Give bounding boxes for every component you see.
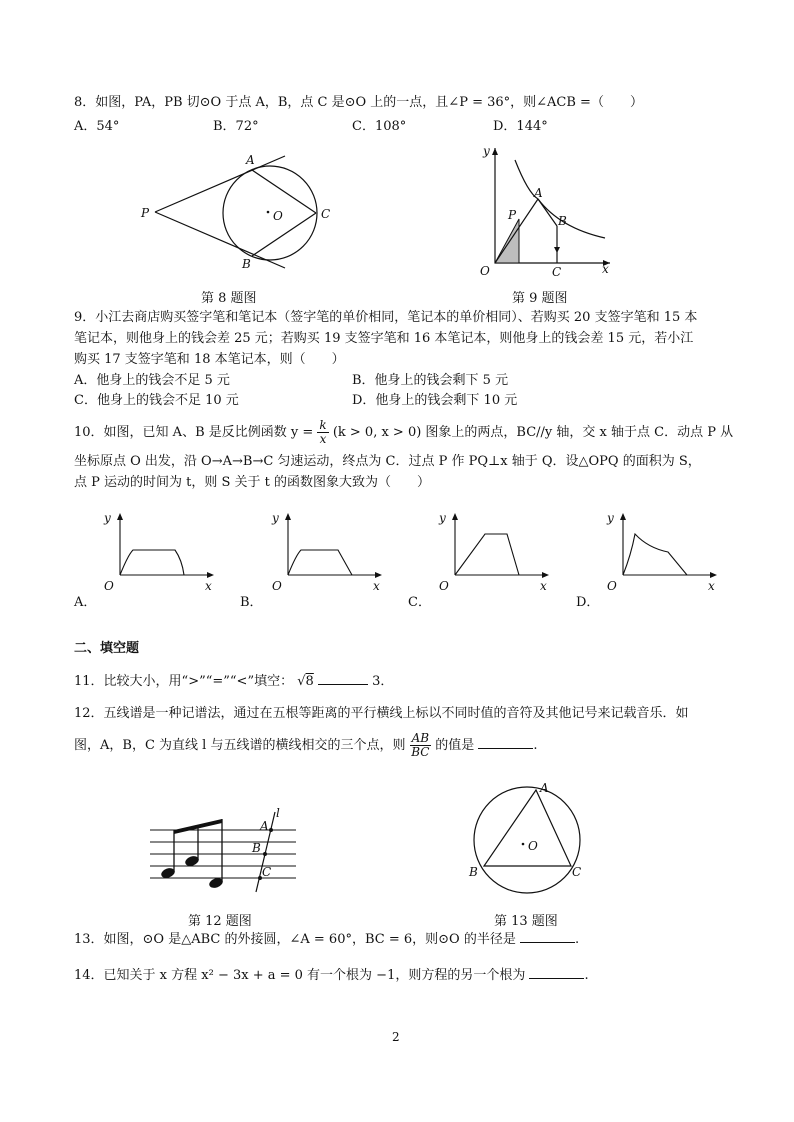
q12-frac-num: AB xyxy=(411,731,430,745)
q11-sqrt: √8 xyxy=(297,674,314,689)
q10-graph-b xyxy=(268,510,388,595)
fig12-label-c: C xyxy=(262,865,272,879)
q14-answer-blank[interactable] xyxy=(529,978,584,979)
q9-line-1: 9．小江去商店购买签字笔和笔记本（签字笔的单价相同，笔记本的单价相同）、若购买 20 支签字笔和 15 本 xyxy=(74,310,698,325)
q10-line1-pre: 10．如图，已知 A、B 是反比例函数 y = xyxy=(74,425,314,440)
q9-line-3: 购买 17 支签字笔和 18 本笔记本，则（ ） xyxy=(74,352,345,367)
q10a-label-o: O xyxy=(104,579,114,593)
q10-frac-den: x xyxy=(319,432,327,446)
fig9-label-y: y xyxy=(483,144,490,158)
q8-option-a: A．54° xyxy=(74,119,120,134)
fig13-label-o: O xyxy=(528,839,538,853)
q8-option-b: B．72° xyxy=(213,119,259,134)
q10d-label-x: x xyxy=(708,579,715,593)
q9-line-2: 笔记本，则他身上的钱会差 25 元；若购买 19 支签字笔和 16 本笔记本，则他身上的钱会差 15 元，若小江 xyxy=(74,331,694,346)
q10d-label-y: y xyxy=(607,511,614,525)
q9-option-b: B．他身上的钱会剩下 5 元 xyxy=(352,373,509,388)
q10c-label-y: y xyxy=(439,511,446,525)
fig8-label-c: C xyxy=(321,207,331,221)
q10-line-1 xyxy=(74,419,733,446)
q13-line: 13．如图，⊙O 是△ABC 的外接圆，∠A = 60°，BC = 6，则⊙O 的半径是 . xyxy=(74,932,580,947)
q10d-label-o: O xyxy=(607,579,617,593)
q10-option-d: D． xyxy=(576,595,600,610)
figure-13 xyxy=(460,775,600,900)
fig9-label-x: x xyxy=(602,262,609,276)
q12-frac-den: BC xyxy=(411,745,430,759)
fig13-label-a: A xyxy=(540,781,549,795)
q10-graph-d xyxy=(603,510,723,595)
q10-frac-num: k xyxy=(319,418,327,432)
q13-text: 13．如图，⊙O 是△ABC 的外接圆，∠A = 60°，BC = 6，则⊙O 的半径是 xyxy=(74,932,516,947)
q9-option-a: A．他身上的钱会不足 5 元 xyxy=(74,373,230,388)
q12-line-1: 12．五线谱是一种记谱法，通过在五根等距离的平行横线上标以不同时值的音符及其他记号来记载音乐．如 xyxy=(74,706,689,721)
q12-fraction xyxy=(410,732,431,759)
fig9-label-o: O xyxy=(480,264,490,278)
fig12-caption: 第 12 题图 xyxy=(188,914,252,929)
q10a-label-x: x xyxy=(205,579,212,593)
fig9-label-a: A xyxy=(534,186,543,200)
q10-line-3: 点 P 运动的时间为 t，则 S 关于 t 的函数图象大致为（ ） xyxy=(74,475,431,490)
section-title: 二、填空题 xyxy=(74,641,140,656)
q10c-label-o: O xyxy=(439,579,449,593)
q10-graph-c xyxy=(435,510,555,595)
q10-option-b: B． xyxy=(240,595,263,610)
figure-9 xyxy=(470,143,620,283)
q10-option-a: A． xyxy=(74,595,97,610)
fig8-label-b: B xyxy=(242,257,251,271)
q9-option-d: D．他身上的钱会剩下 10 元 xyxy=(352,393,518,408)
q14-text: 14．已知关于 x 方程 x² − 3x + a = 0 有一个根为 −1，则方程的另一个根为 xyxy=(74,968,526,983)
fig12-label-a: A xyxy=(260,819,269,833)
q10-option-c: C． xyxy=(408,595,431,610)
q12-line2-post: 的值是 xyxy=(435,738,475,753)
q12-line2-pre: 图，A，B，C 为直线 l 与五线谱的横线相交的三个点，则 xyxy=(74,738,406,753)
fig8-label-p: P xyxy=(141,206,150,220)
q10-line1-post: (k > 0, x > 0) 图象上的两点，BC//y 轴，交 x 轴于点 C．动点 P 从 xyxy=(332,425,734,440)
fig12-label-l: l xyxy=(276,806,280,820)
fig12-label-b: B xyxy=(252,841,261,855)
figure-8 xyxy=(130,150,360,275)
q11-answer-blank[interactable] xyxy=(318,684,368,685)
q8-option-d: D．144° xyxy=(493,119,548,134)
q10b-label-o: O xyxy=(272,579,282,593)
fig8-caption: 第 8 题图 xyxy=(201,291,257,306)
fig9-label-c: C xyxy=(552,265,562,279)
q8-option-c: C．108° xyxy=(352,119,407,134)
q8-stem: 8．如图，PA，PB 切⊙O 于点 A，B，点 C 是⊙O 上的一点，且∠P = 36°，则∠ACB =（ ） xyxy=(74,95,643,110)
q11-pre: 11．比较大小，用“>”“=”“<”填空： xyxy=(74,674,294,689)
q10-line-2: 坐标原点 O 出发，沿 O→A→B→C 匀速运动，终点为 C．过点 P 作 PQ⊥x 轴于 Q．设△OPQ 的面积为 S， xyxy=(74,454,701,469)
page-number: 2 xyxy=(392,1030,400,1044)
q11-post: 3． xyxy=(372,674,394,689)
q10-graph-a xyxy=(100,510,220,595)
fig9-caption: 第 9 题图 xyxy=(512,291,568,306)
fig8-label-a: A xyxy=(246,153,255,167)
fig13-caption: 第 13 题图 xyxy=(494,914,558,929)
figure-12 xyxy=(148,806,298,895)
q14-line: 14．已知关于 x 方程 x² − 3x + a = 0 有一个根为 −1，则方程的另一个根为 . xyxy=(74,968,589,983)
fig9-label-p: P xyxy=(508,208,517,222)
fig13-label-b: B xyxy=(469,865,478,879)
q12-answer-blank[interactable] xyxy=(478,748,533,749)
q12-line-2: 图，A，B，C 为直线 l 与五线谱的横线相交的三个点，则 $\frac{AB}{BC}$ 的值是 . xyxy=(74,731,538,759)
fig13-label-c: C xyxy=(572,865,582,879)
q13-answer-blank[interactable] xyxy=(520,942,575,943)
q10a-label-y: y xyxy=(104,511,111,525)
q10c-label-x: x xyxy=(540,579,547,593)
fig8-label-o: O xyxy=(273,209,283,223)
fig9-label-b: B xyxy=(558,214,567,228)
q9-option-c: C．他身上的钱会不足 10 元 xyxy=(74,393,239,408)
q10-fraction xyxy=(317,419,328,446)
q10b-label-y: y xyxy=(272,511,279,525)
q11-radicand: 8 xyxy=(305,674,314,689)
q10b-label-x: x xyxy=(373,579,380,593)
q11-line xyxy=(74,673,393,691)
